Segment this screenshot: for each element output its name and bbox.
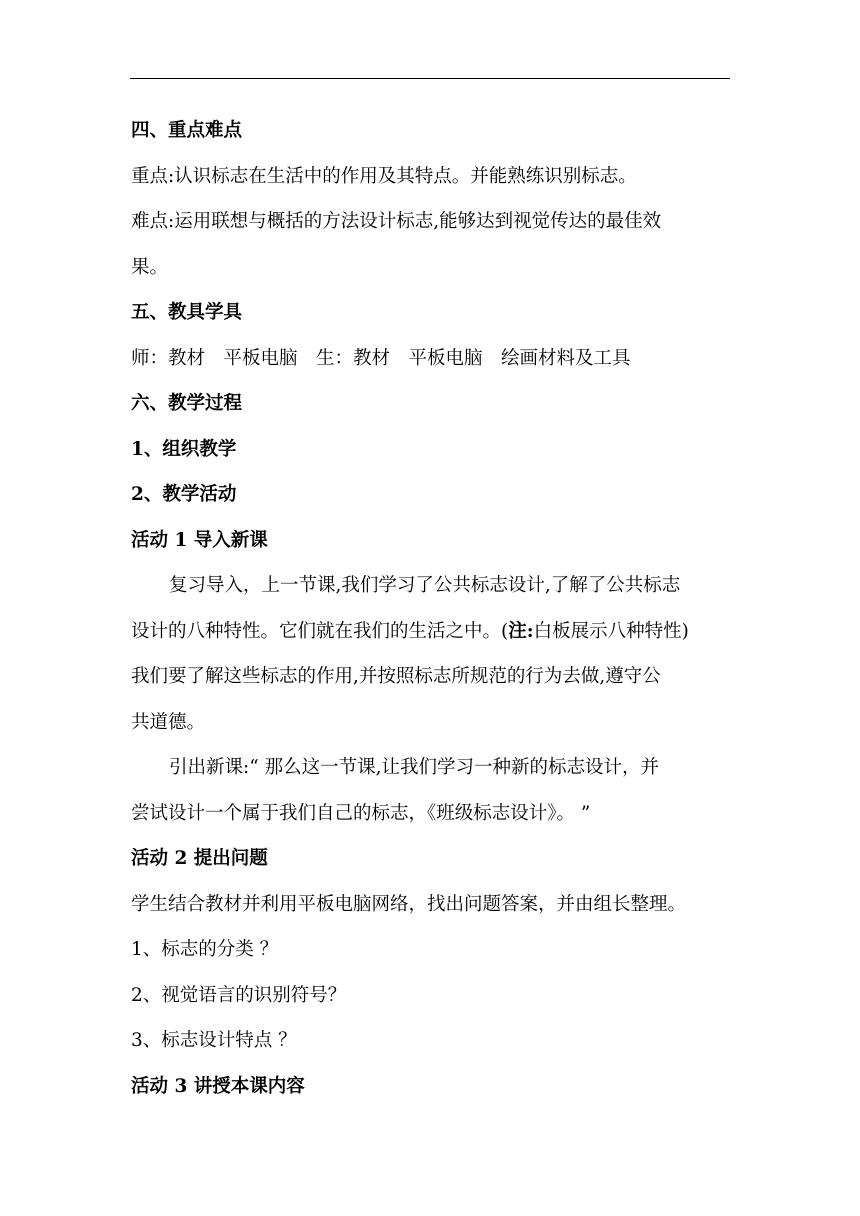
paragraph-difficulty-line-2: 果。	[131, 256, 169, 278]
paragraph-teaching-aids: 师：教材 平板电脑 生：教材 平板电脑 绘画材料及工具	[131, 347, 631, 369]
paragraph-review-line-4: 共道德。	[131, 711, 206, 733]
paragraph-difficulty-line-1: 难点:运用联想与概括的方法设计标志,能够达到视觉传达的最佳效	[131, 211, 662, 232]
activity-heading-1: 活动 1 导入新课	[131, 529, 268, 551]
review-line-2-text: 设计的八种特性。它们就在我们的生活之中。(	[131, 620, 509, 642]
section-heading-key-points: 四、重点难点	[131, 120, 243, 141]
activity-heading-2: 活动 2 提出问题	[131, 848, 268, 869]
subheading-teaching-activities: 2、教学活动	[131, 484, 237, 505]
question-item-2: 2、视觉语言的识别符号？	[131, 984, 347, 1006]
note-label: 注:	[508, 620, 534, 642]
paragraph-key-point: 重点:认识标志在生活中的作用及其特点。并能熟练识别标志。	[131, 165, 637, 187]
review-line-2-note: 白板展示八种特性)	[533, 620, 689, 642]
subheading-organize-teaching: 1、组织教学	[131, 438, 237, 460]
section-heading-teaching-aids: 五、教具学具	[131, 302, 243, 323]
document-body	[131, 108, 731, 1109]
question-item-3: 3、标志设计特点 ？	[131, 1030, 297, 1051]
paragraph-review-line-2	[131, 609, 731, 655]
paragraph-review-line-1: 复习导入，上一节课,我们学习了公共标志设计,了解了公共标志	[169, 575, 681, 596]
paragraph-introduce-line-1: 引出新课:“ 那么这一节课,让我们学习一种新的标志设计，并	[169, 757, 659, 778]
question-item-1: 1、标志的分类 ？	[131, 939, 279, 960]
section-heading-teaching-process: 六、教学过程	[131, 393, 243, 414]
activity-heading-3: 活动 3 讲授本课内容	[131, 1075, 305, 1097]
paragraph-introduce-line-2: 尝试设计一个属于我们自己的标志，《班级标志设计》。 ”	[131, 802, 591, 824]
paragraph-questions-intro: 学生结合教材并利用平板电脑网络，找出问题答案，并由组长整理。	[131, 893, 687, 915]
header-rule	[130, 78, 730, 79]
paragraph-review-line-3: 我们要了解这些标志的作用,并按照标志所规范的行为去做,遵守公	[131, 666, 661, 687]
